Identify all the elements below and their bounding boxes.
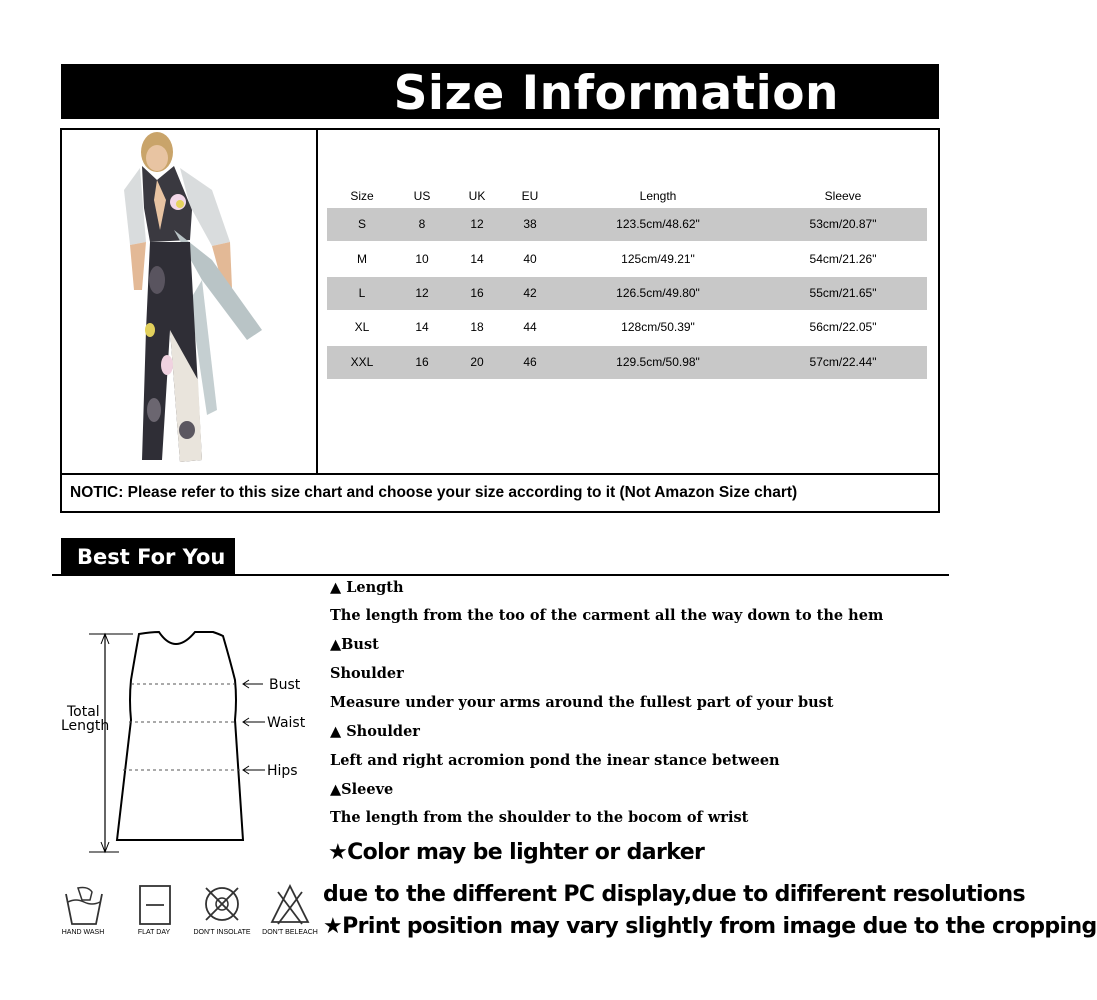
cell-length: 126.5cm/49.80" xyxy=(616,286,700,300)
cell-eu: 42 xyxy=(523,286,537,300)
table-row xyxy=(327,311,927,344)
care-label-hand-wash: HAND WASH xyxy=(61,929,105,936)
table-row xyxy=(327,208,927,241)
length-text: The length from the too of the carment all the way down to the hem xyxy=(330,607,884,624)
cell-size: M xyxy=(357,252,367,266)
cell-sleeve: 53cm/20.87" xyxy=(809,217,877,231)
header-length: Length xyxy=(639,189,677,203)
bust-title: ▲Bust xyxy=(330,636,379,653)
hips-label: Hips xyxy=(267,763,298,779)
cell-uk: 16 xyxy=(470,286,484,300)
cell-length: 129.5cm/50.98" xyxy=(616,355,700,369)
cell-length: 128cm/50.39" xyxy=(621,320,695,334)
header-eu: EU xyxy=(521,189,539,203)
cell-eu: 44 xyxy=(523,320,537,334)
cell-length: 125cm/49.21" xyxy=(621,252,695,266)
bust-label: Bust xyxy=(269,677,301,693)
waist-label: Waist xyxy=(267,715,306,731)
header-uk: UK xyxy=(468,189,486,203)
length-label: Length xyxy=(61,718,110,734)
cell-sleeve: 56cm/22.05" xyxy=(809,320,877,334)
cell-uk: 14 xyxy=(470,252,484,266)
header-us: US xyxy=(413,189,431,203)
cell-size: XL xyxy=(354,320,370,334)
color-note: ★Color may be lighter or darker xyxy=(328,840,705,865)
header-sleeve: Sleeve xyxy=(824,189,862,203)
table-row xyxy=(327,346,927,379)
size-chart xyxy=(60,128,940,513)
cell-size: S xyxy=(357,217,367,231)
cell-sleeve: 54cm/21.26" xyxy=(809,252,877,266)
size-notice: NOTIC: Please refer to this size chart and choose your size according to it (Not Amazon Size chart) xyxy=(62,473,938,511)
cell-uk: 20 xyxy=(470,355,484,369)
cell-uk: 18 xyxy=(470,320,484,334)
best-for-you-tab: Best For You xyxy=(61,538,235,576)
total-label: Total xyxy=(67,704,100,720)
length-title: ▲ Length xyxy=(330,579,404,596)
title-bar xyxy=(61,64,939,119)
page-title: Size Information xyxy=(393,66,839,121)
sleeve-title: ▲Sleeve xyxy=(330,781,394,798)
section-divider xyxy=(52,574,949,576)
cell-us: 10 xyxy=(415,252,429,266)
cell-length: 123.5cm/48.62" xyxy=(616,217,700,231)
cell-sleeve: 57cm/22.44" xyxy=(809,355,877,369)
bust-subtitle: Shoulder xyxy=(330,665,404,682)
cell-size: XXL xyxy=(350,355,374,369)
table-row xyxy=(327,277,927,310)
header-size: Size xyxy=(350,189,374,203)
cell-us: 12 xyxy=(415,286,429,300)
cell-eu: 46 xyxy=(523,355,537,369)
model-illustration xyxy=(62,130,316,473)
display-note: due to the different PC display,due to dififerent resolutions xyxy=(323,882,1026,907)
cell-us: 8 xyxy=(418,217,426,231)
table-row xyxy=(327,243,927,276)
shoulder-text: Left and right acromion pond the inear stance between xyxy=(330,752,780,769)
cell-size: L xyxy=(358,286,366,300)
cell-eu: 38 xyxy=(523,217,537,231)
product-image xyxy=(62,130,318,473)
cell-eu: 40 xyxy=(523,252,537,266)
care-label-dont-insolate: DON'T INSOLATE xyxy=(193,929,251,936)
cell-uk: 12 xyxy=(470,217,484,231)
dress-diagram xyxy=(55,620,325,860)
cell-sleeve: 55cm/21.65" xyxy=(809,286,877,300)
shoulder-title: ▲ Shoulder xyxy=(330,723,420,740)
care-label-flat-dry: FLAT DAY xyxy=(137,929,171,936)
dress-outline xyxy=(117,632,243,840)
care-label-dont-bleach: DON'T BELEACH xyxy=(262,929,318,936)
sleeve-text: The length from the shoulder to the bocom of wrist xyxy=(330,809,749,826)
cell-us: 14 xyxy=(415,320,429,334)
bust-text: Measure under your arms around the fullest part of your bust xyxy=(330,694,834,711)
print-note: ★Print position may vary slightly from image due to the cropping xyxy=(323,914,1097,939)
cell-us: 16 xyxy=(415,355,429,369)
